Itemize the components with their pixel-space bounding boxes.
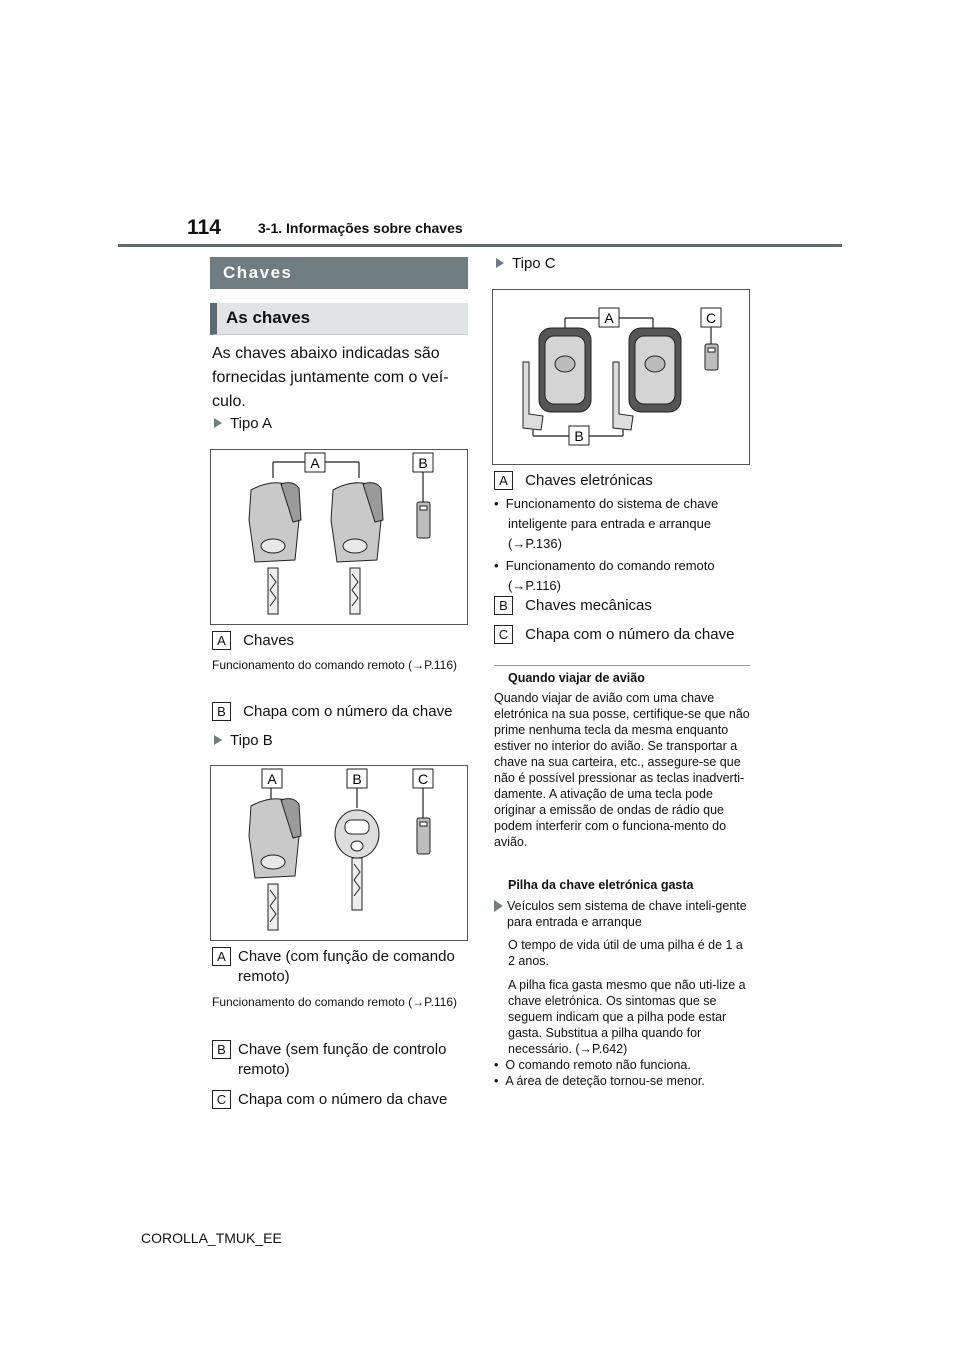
- note-divider: [494, 665, 750, 666]
- bullet-type-b: Tipo B: [214, 732, 273, 749]
- triangle-bullet-icon: [214, 735, 222, 745]
- figure-type-b: [210, 765, 468, 941]
- key-illustration-type-b: [211, 766, 467, 940]
- label-box-b: B: [494, 596, 513, 615]
- intro-text: As chaves abaixo indicadas são fornecidas juntamente com o veí-culo.: [212, 345, 449, 410]
- type-b-label-c-row: C Chapa com o número da chave: [212, 1090, 470, 1110]
- header-rule: [118, 244, 842, 247]
- fig-c-label-a: A: [604, 310, 614, 326]
- type-b-sub: Funcionamento do comando remoto (→P.116): [212, 995, 458, 1009]
- list-item: • Funcionamento do sistema de chave inteligente para entrada e arranque (→P.136): [494, 496, 719, 551]
- type-c-label-c-row: C Chapa com o número da chave: [494, 625, 750, 645]
- label-box-a: A: [494, 471, 513, 490]
- note-list: [494, 1057, 750, 1089]
- type-c-label-b-row: B Chaves mecânicas: [494, 596, 750, 616]
- heading-chaves: Chaves: [210, 257, 468, 289]
- triangle-bullet-icon: [214, 418, 222, 428]
- fig-a-label-b: B: [418, 455, 428, 471]
- fig-a-label-a: A: [310, 455, 320, 471]
- type-c-label-a-row: A Chaves eletrónicas: [494, 471, 750, 491]
- bullet-type-a: Tipo A: [214, 415, 272, 432]
- figure-type-a: [210, 449, 468, 625]
- list-item: • Funcionamento do comando remoto (→P.116): [494, 558, 715, 593]
- note-p1: O tempo de vida útil de uma pilha é de 1 a 2 anos.: [508, 938, 743, 968]
- label-box-b: B: [212, 702, 231, 721]
- list-item: • O comando remoto não funciona.: [494, 1058, 691, 1072]
- note-title-pilha: Pilha da chave eletrónica gasta: [508, 878, 694, 892]
- label-box-a: A: [212, 631, 231, 650]
- triangle-bullet-icon: [494, 900, 503, 912]
- label-box-b: B: [212, 1040, 231, 1059]
- subheading-as-chaves: As chaves: [210, 303, 468, 335]
- label-box-a: A: [212, 947, 231, 966]
- fig-b-label-c: C: [417, 771, 429, 787]
- type-a-label-b-row: B Chapa com o número da chave: [212, 702, 470, 722]
- note-body-aviao: Quando viajar de avião com uma chave eletrónica na sua posse, certifique-se que não prime nenhuma tecla da mesma enquanto estiver no interior do avião. Se transportar a chave na sua carteira, etc., assegure-se que não é possível pressionar as teclas inadverti-damente. A ativação de uma tecla pode originar a emissão de ondas de rádio que podem interferir com o funciona-mento do avião.: [494, 691, 750, 849]
- key-illustration-type-c: [493, 290, 749, 464]
- fig-b-label-a: A: [267, 771, 277, 787]
- label-box-c: C: [212, 1090, 231, 1109]
- list-item: • A área de deteção tornou-se menor.: [494, 1074, 705, 1088]
- label-box-c: C: [494, 625, 513, 644]
- note-bullet-pilha: Veículos sem sistema de chave inteli-gente para entrada e arranque: [494, 898, 750, 930]
- type-a-sub: Funcionamento do comando remoto (→P.116): [212, 658, 458, 672]
- key-illustration-type-a: [211, 450, 467, 624]
- page-number: 114: [187, 216, 221, 239]
- type-a-label-a-row: A Chaves: [212, 631, 470, 651]
- section-title: 3-1. Informações sobre chaves: [258, 220, 463, 236]
- bullet-type-c: Tipo C: [496, 255, 556, 272]
- type-c-a-list: [494, 494, 750, 596]
- figure-type-c: [492, 289, 750, 465]
- type-b-label-a-row: A Chave (com função de comando remoto): [212, 947, 470, 987]
- note-title-aviao: Quando viajar de avião: [508, 671, 645, 685]
- note-p2: A pilha fica gasta mesmo que não uti-lize a chave eletrónica. Os sintomas que se seguem indicam que a pilha pode estar gasta. Substitua a pilha quando for necessário. (→P.642): [508, 978, 746, 1056]
- fig-c-label-b: B: [574, 428, 584, 444]
- type-b-label-b-row: B Chave (sem função de controlo remoto): [212, 1040, 470, 1080]
- footer-code: COROLLA_TMUK_EE: [141, 1230, 282, 1246]
- fig-b-label-b: B: [352, 771, 362, 787]
- fig-c-label-c: C: [705, 310, 717, 326]
- triangle-bullet-icon: [496, 258, 504, 268]
